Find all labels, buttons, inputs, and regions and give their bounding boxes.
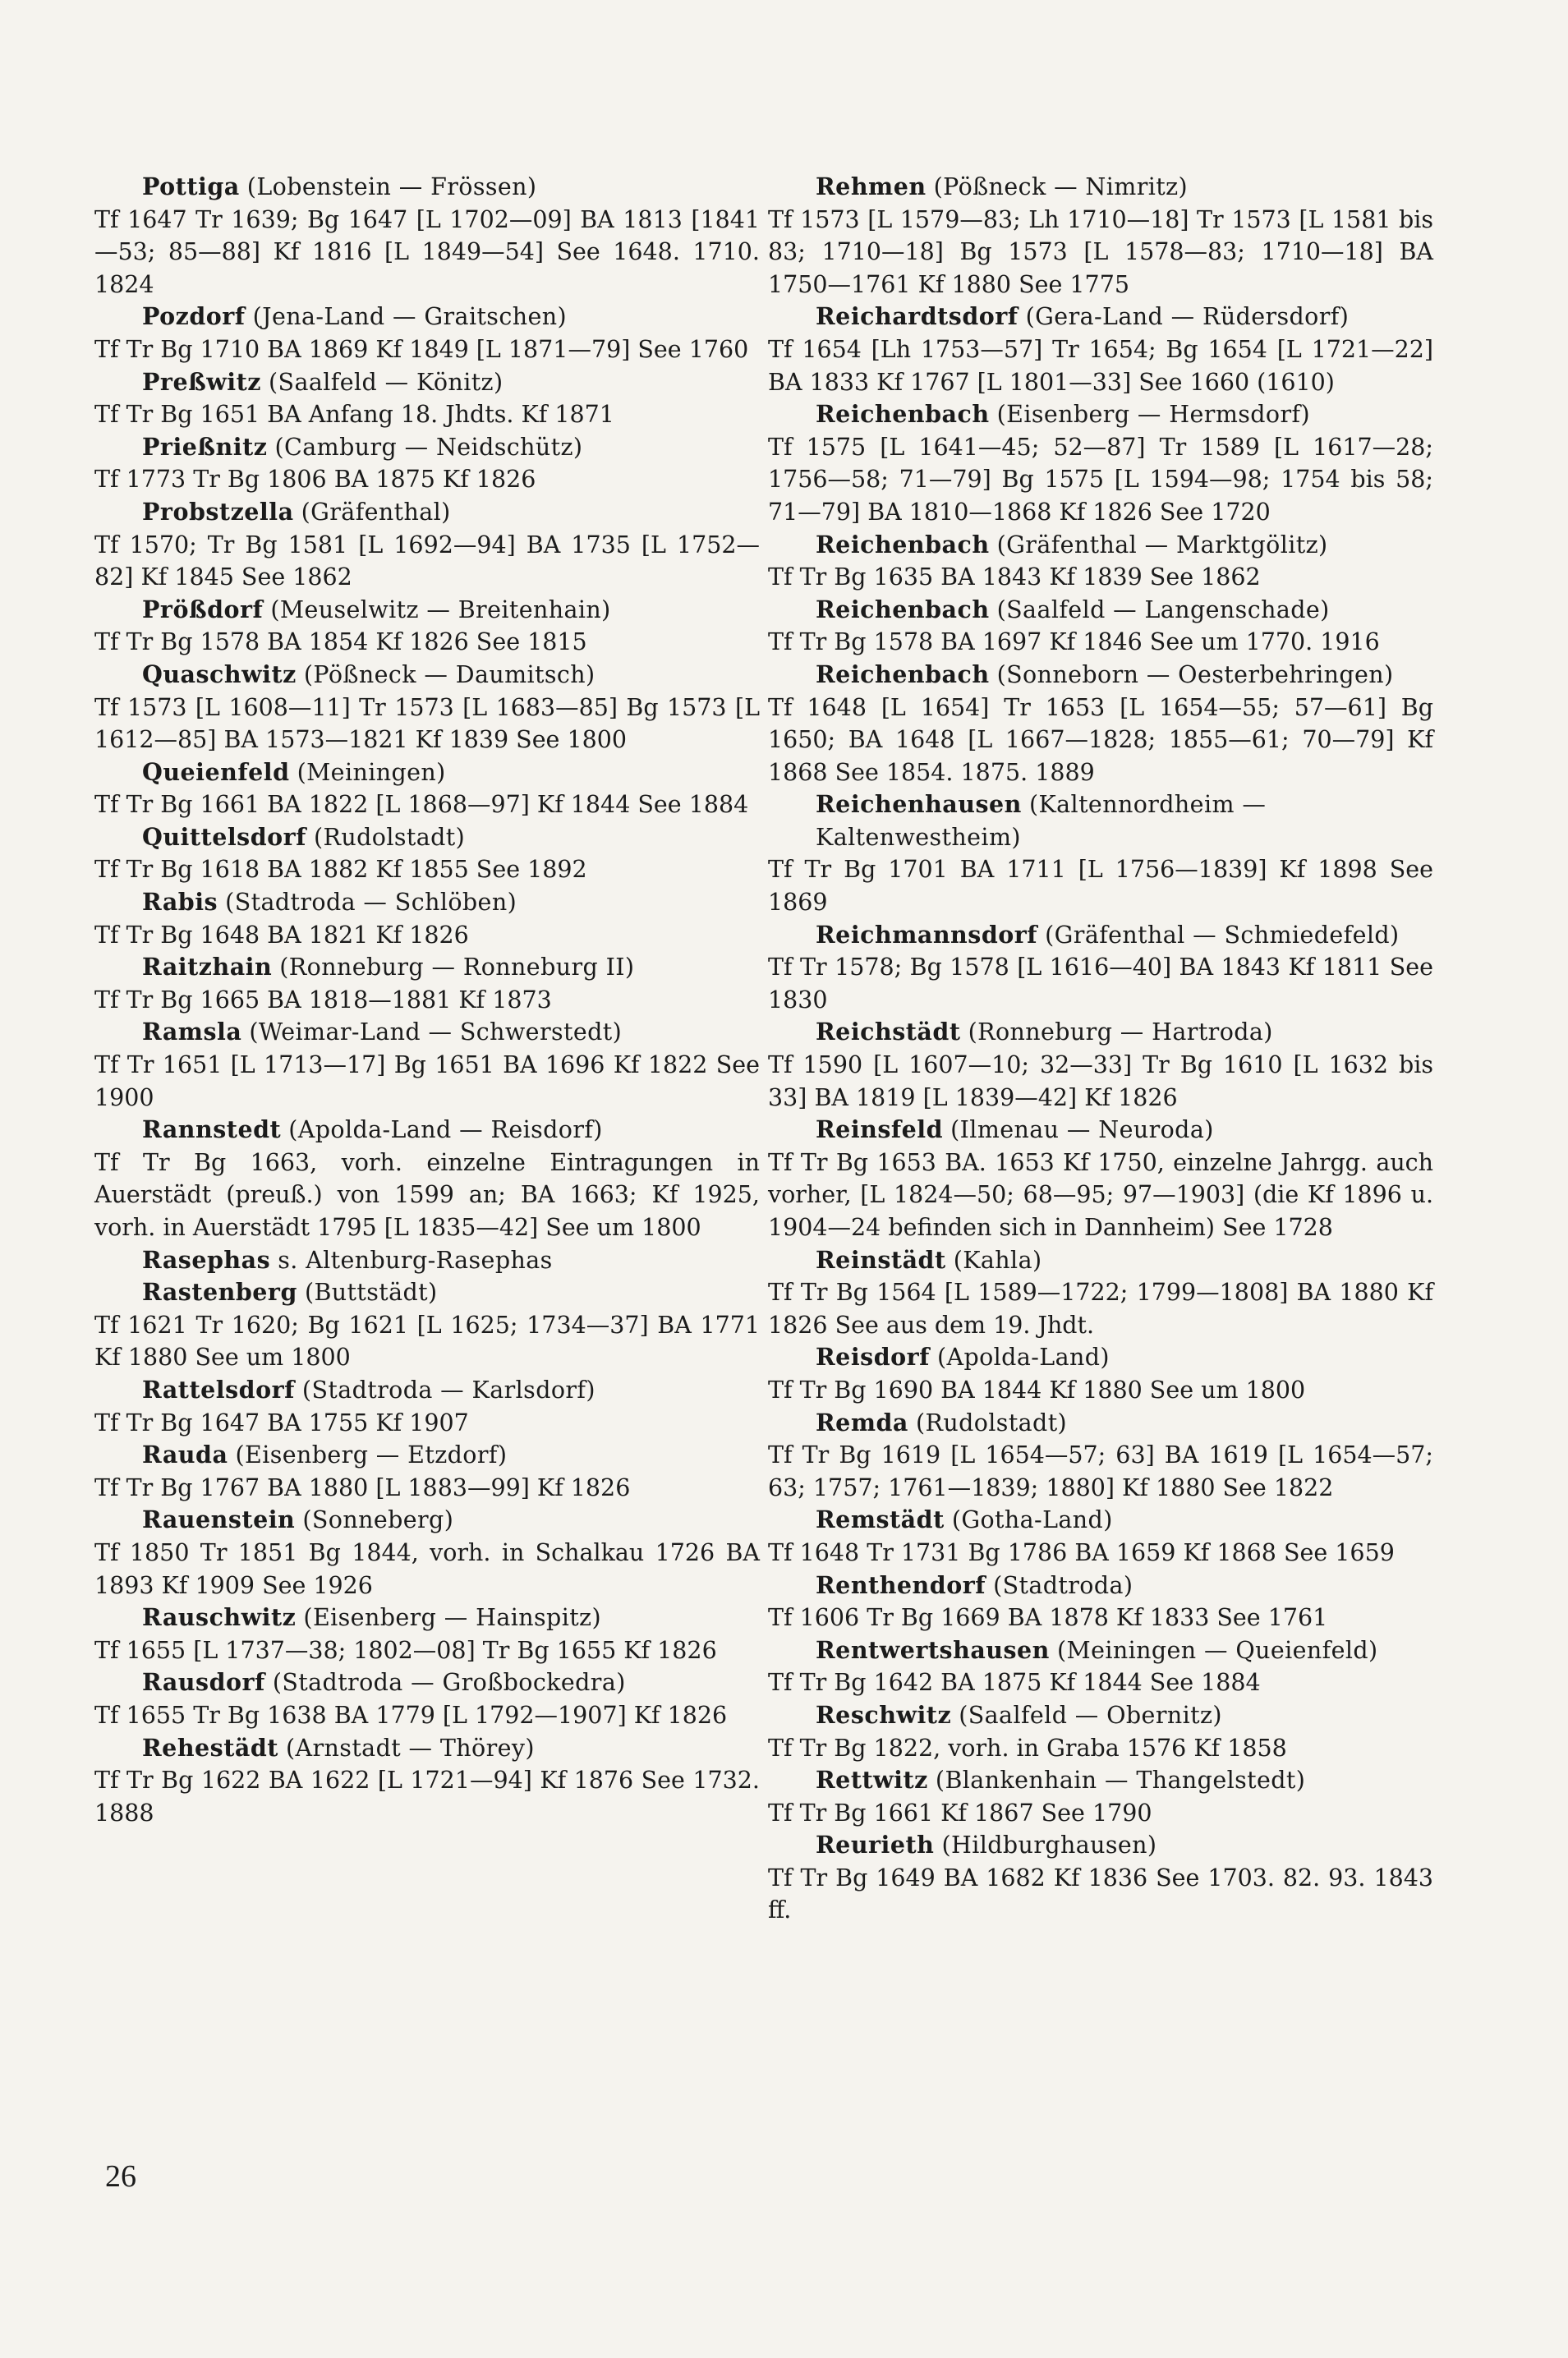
gazetteer-entry — [768, 594, 1433, 659]
register-details: Tf Tr Bg 1635 BA 1843 Kf 1839 See 1862 — [768, 563, 1261, 591]
place-name: Quaschwitz — [142, 660, 297, 688]
place-name: Reichenhausen — [816, 790, 1022, 819]
entry-heading — [94, 431, 760, 464]
district-parish: (Gräfenthal) — [301, 498, 451, 526]
district-parish: (Arnstadt — Thörey) — [286, 1734, 535, 1762]
register-details: Tf Tr Bg 1618 BA 1882 Kf 1855 See 1892 — [94, 856, 587, 884]
register-details: Tf Tr Bg 1649 BA 1682 Kf 1836 See 1703. 82. 93. 1843 ff. — [768, 1864, 1433, 1924]
register-details: Tf 1850 Tr 1851 Bg 1844, vorh. in Schalkau 1726 BA 1893 Kf 1909 See 1926 — [94, 1538, 760, 1599]
entry-heading — [768, 1764, 1433, 1797]
register-details: Tf Tr Bg 1564 [L 1589—1722; 1799—1808] BA 1880 Kf 1826 See aus dem 19. Jhdt. — [768, 1279, 1433, 1339]
place-name: Rasephas — [142, 1245, 271, 1274]
district-parish: (Stadtroda — Karlsdorf) — [301, 1376, 595, 1404]
entry-heading — [94, 821, 760, 854]
place-name: Rausdorf — [142, 1668, 265, 1697]
gazetteer-entry — [94, 1244, 760, 1277]
place-name: Prießnitz — [142, 432, 268, 461]
gazetteer-entry — [768, 1114, 1433, 1243]
gazetteer-entry — [768, 788, 1433, 918]
entry-heading — [768, 1829, 1433, 1862]
gazetteer-entry — [768, 1407, 1433, 1505]
gazetteer-entry — [768, 1570, 1433, 1634]
district-parish: (Gotha-Land) — [951, 1506, 1113, 1534]
district-parish: (Pößneck — Daumitsch) — [303, 660, 595, 688]
district-parish: (Jena-Land — Graitschen) — [252, 303, 567, 331]
place-name: Reisdorf — [816, 1343, 930, 1372]
district-parish: s. Altenburg-Rasephas — [278, 1246, 553, 1274]
district-parish: (Rudolstadt) — [313, 823, 466, 851]
district-parish: (Blankenhain — Thangelstedt) — [935, 1767, 1306, 1795]
district-parish: (Gera-Land — Rüdersdorf) — [1025, 303, 1350, 331]
gazetteer-entry — [94, 1439, 760, 1504]
gazetteer-entry — [94, 659, 760, 756]
district-parish: (Rudolstadt) — [915, 1409, 1068, 1436]
register-details: Tf 1648 [L 1654] Tr 1653 [L 1654—55; 57—61] Bg 1650; BA 1648 [L 1667—1828; 1855—61; 70—79] Kf 1868 See 1854. 1875. 1889 — [768, 693, 1433, 786]
place-name: Rabis — [142, 888, 218, 917]
entry-heading — [768, 919, 1433, 952]
register-details: Tf Tr Bg 1822, vorh. in Graba 1576 Kf 1858 — [768, 1734, 1287, 1762]
place-name: Remda — [816, 1408, 908, 1436]
entry-heading — [94, 301, 760, 333]
district-parish: (Eisenberg — Hermsdorf) — [996, 401, 1310, 429]
place-name: Reschwitz — [816, 1700, 952, 1729]
place-name: Rauda — [142, 1441, 228, 1469]
register-details: Tf 1590 [L 1607—10; 32—33] Tr Bg 1610 [L 1632 bis 33] BA 1819 [L 1839—42] Kf 1826 — [768, 1051, 1433, 1111]
entry-heading — [94, 886, 760, 919]
gazetteer-entry — [94, 366, 760, 431]
entry-heading — [94, 951, 760, 984]
district-parish: (Lobenstein — Frössen) — [246, 173, 537, 200]
district-parish: (Ronneburg — Hartroda) — [968, 1018, 1273, 1046]
entry-heading — [768, 1699, 1433, 1732]
place-name: Prößdorf — [142, 595, 264, 623]
gazetteer-entry — [94, 821, 760, 886]
district-parish: (Sonneborn — Oesterbehringen) — [996, 660, 1394, 688]
gazetteer-entry — [768, 1699, 1433, 1764]
gazetteer-entry — [94, 886, 760, 951]
entry-heading — [768, 1341, 1433, 1374]
entry-heading — [768, 788, 1433, 853]
district-parish: (Meiningen — Queienfeld) — [1056, 1636, 1378, 1664]
gazetteer-entry — [94, 431, 760, 496]
district-parish: (Meiningen) — [297, 758, 446, 786]
entry-heading — [94, 594, 760, 627]
district-parish: (Kahla) — [953, 1246, 1042, 1274]
place-name: Pozdorf — [142, 302, 246, 331]
district-parish: (Gräfenthal — Marktgölitz) — [996, 531, 1328, 558]
place-name: Rannstedt — [142, 1115, 282, 1144]
register-details: Tf 1573 [L 1608—11] Tr 1573 [L 1683—85] Bg 1573 [L 1612—85] BA 1573—1821 Kf 1839 See 1800 — [94, 693, 760, 754]
district-parish: (Pößneck — Nimritz) — [933, 173, 1189, 200]
register-details: Tf 1648 Tr 1731 Bg 1786 BA 1659 Kf 1868 See 1659 — [768, 1538, 1395, 1566]
place-name: Rattelsdorf — [142, 1375, 295, 1404]
district-parish: (Stadtroda — Schlöben) — [225, 889, 517, 917]
register-details: Tf Tr Bg 1690 BA 1844 Kf 1880 See um 1800 — [768, 1376, 1306, 1404]
entry-heading — [94, 1244, 760, 1277]
register-details: Tf Tr Bg 1665 BA 1818—1881 Kf 1873 — [94, 986, 552, 1014]
district-parish: (Saalfeld — Langenschade) — [996, 595, 1330, 623]
entry-heading — [94, 659, 760, 692]
gazetteer-entry — [768, 301, 1433, 398]
district-parish: (Stadtroda) — [993, 1571, 1133, 1599]
district-parish: (Sonneberg) — [302, 1506, 454, 1534]
place-name: Rauschwitz — [142, 1603, 297, 1632]
entry-heading — [768, 1244, 1433, 1277]
district-parish: (Saalfeld — Obernitz) — [959, 1701, 1222, 1729]
left-column — [94, 171, 760, 1829]
gazetteer-entry — [94, 1504, 760, 1602]
gazetteer-entry — [768, 1764, 1433, 1829]
place-name: Reichstädt — [816, 1018, 961, 1046]
district-parish: (Ilmenau — Neuroda) — [950, 1116, 1214, 1144]
register-details: Tf Tr Bg 1653 BA. 1653 Kf 1750, einzelne Jahrgg. auch vorher, [L 1824—50; 68—95; 97—1903] (die Kf 1896 u. 1904—24 befinden sich in Dannheim) See 1728 — [768, 1148, 1433, 1241]
place-name: Queienfeld — [142, 757, 290, 786]
place-name: Reurieth — [816, 1831, 935, 1859]
entry-heading — [768, 171, 1433, 204]
register-details: Tf 1655 [L 1737—38; 1802—08] Tr Bg 1655 Kf 1826 — [94, 1636, 717, 1664]
register-details: Tf Tr Bg 1661 BA 1822 [L 1868—97] Kf 1844 See 1884 — [94, 791, 749, 819]
register-details: Tf Tr Bg 1642 BA 1875 Kf 1844 See 1884 — [768, 1669, 1261, 1697]
district-parish: (Eisenberg — Hainspitz) — [303, 1604, 601, 1632]
entry-heading — [768, 1016, 1433, 1049]
gazetteer-entry — [94, 756, 760, 821]
district-parish: (Buttstädt) — [304, 1279, 438, 1307]
register-details: Tf Tr Bg 1647 BA 1755 Kf 1907 — [94, 1409, 469, 1436]
register-details: Tf Tr Bg 1701 BA 1711 [L 1756—1839] Kf 1898 See 1869 — [768, 856, 1433, 917]
entry-heading — [768, 1114, 1433, 1147]
gazetteer-entry — [94, 1114, 760, 1243]
place-name: Pottiga — [142, 172, 240, 200]
register-details: Tf Tr Bg 1661 Kf 1867 See 1790 — [768, 1799, 1152, 1827]
register-details: Tf Tr Bg 1767 BA 1880 [L 1883—99] Kf 1826 — [94, 1473, 631, 1501]
place-name: Rettwitz — [816, 1766, 928, 1795]
district-parish: (Kaltennordheim — Kaltenwestheim) — [816, 791, 1267, 851]
register-details: Tf 1647 Tr 1639; Bg 1647 [L 1702—09] BA 1813 [1841—53; 85—88] Kf 1816 [L 1849—54] See 1648. 1710. 1824 — [94, 205, 760, 298]
register-details: Tf 1654 [Lh 1753—57] Tr 1654; Bg 1654 [L 1721—22] BA 1833 Kf 1767 [L 1801—33] See 1660 (1610) — [768, 335, 1433, 396]
gazetteer-entry — [768, 1829, 1433, 1927]
place-name: Renthendorf — [816, 1570, 986, 1599]
register-details: Tf 1573 [L 1579—83; Lh 1710—18] Tr 1573 [L 1581 bis 83; 1710—18] Bg 1573 [L 1578—83; 1710—18] BA 1750—1761 Kf 1880 See 1775 — [768, 205, 1433, 298]
page-number: 26 — [105, 2159, 136, 2194]
entry-heading — [768, 1634, 1433, 1667]
gazetteer-entry — [768, 171, 1433, 301]
place-name: Reinstädt — [816, 1245, 946, 1274]
gazetteer-entry — [94, 951, 760, 1016]
gazetteer-entry — [768, 1341, 1433, 1406]
district-parish: (Saalfeld — Könitz) — [269, 368, 504, 396]
register-details: Tf Tr Bg 1648 BA 1821 Kf 1826 — [94, 921, 469, 949]
entry-heading — [768, 1504, 1433, 1537]
place-name: Quittelsdorf — [142, 822, 306, 851]
register-details: Tf 1575 [L 1641—45; 52—87] Tr 1589 [L 1617—28; 1756—58; 71—79] Bg 1575 [L 1594—98; 1754 bis 58; 71—79] BA 1810—1868 Kf 1826 See 1720 — [768, 433, 1433, 526]
place-name: Reichenbach — [816, 595, 990, 623]
register-details: Tf Tr Bg 1578 BA 1697 Kf 1846 See um 1770. 1916 — [768, 628, 1380, 656]
gazetteer-entry — [94, 1732, 760, 1830]
district-parish: (Stadtroda — Großbockedra) — [272, 1669, 626, 1697]
register-details: Tf Tr 1651 [L 1713—17] Bg 1651 BA 1696 Kf 1822 See 1900 — [94, 1051, 760, 1111]
entry-heading — [94, 1732, 760, 1765]
entry-heading — [768, 1570, 1433, 1602]
place-name: Reinsfeld — [816, 1115, 944, 1144]
gazetteer-entry — [768, 1504, 1433, 1569]
district-parish: (Ronneburg — Ronneburg II) — [279, 954, 635, 981]
place-name: Reichardtsdorf — [816, 302, 1019, 331]
entry-heading — [768, 594, 1433, 627]
register-details: Tf 1655 Tr Bg 1638 BA 1779 [L 1792—1907] Kf 1826 — [94, 1701, 728, 1729]
entry-heading — [94, 171, 760, 204]
gazetteer-entry — [94, 1016, 760, 1114]
entry-heading — [768, 529, 1433, 562]
place-name: Reichenbach — [816, 400, 990, 429]
register-details: Tf Tr Bg 1622 BA 1622 [L 1721—94] Kf 1876 See 1732. 1888 — [94, 1767, 760, 1827]
register-details: Tf Tr 1578; Bg 1578 [L 1616—40] BA 1843 Kf 1811 See 1830 — [768, 954, 1433, 1014]
place-name: Rastenberg — [142, 1278, 297, 1307]
gazetteer-entry — [94, 496, 760, 594]
entry-heading — [94, 1374, 760, 1407]
gazetteer-entry — [768, 398, 1433, 528]
register-details: Tf Tr Bg 1619 [L 1654—57; 63] BA 1619 [L 1654—57; 63; 1757; 1761—1839; 1880] Kf 1880 See 1822 — [768, 1441, 1433, 1501]
register-details: Tf 1570; Tr Bg 1581 [L 1692—94] BA 1735 [L 1752—82] Kf 1845 See 1862 — [94, 531, 760, 591]
place-name: Reichmannsdorf — [816, 920, 1038, 949]
district-parish: (Meuselwitz — Breitenhain) — [270, 595, 611, 623]
entry-heading — [94, 1504, 760, 1537]
entry-heading — [768, 1407, 1433, 1440]
register-details: Tf 1606 Tr Bg 1669 BA 1878 Kf 1833 See 1761 — [768, 1604, 1328, 1632]
gazetteer-entry — [94, 171, 760, 301]
district-parish: (Gräfenthal — Schmiedefeld) — [1045, 921, 1400, 949]
entry-heading — [768, 659, 1433, 692]
place-name: Reichenbach — [816, 530, 990, 558]
register-details: Tf 1773 Tr Bg 1806 BA 1875 Kf 1826 — [94, 466, 536, 494]
gazetteer-entry — [94, 594, 760, 659]
gazetteer-entry — [768, 1016, 1433, 1114]
entry-heading — [94, 1276, 760, 1309]
entry-heading — [94, 1114, 760, 1147]
register-details: Tf Tr Bg 1663, vorh. einzelne Eintragungen in Auerstädt (preuß.) von 1599 an; BA 1663; Kf 1925, vorh. in Auerstädt 1795 [L 1835—42] See um 1800 — [94, 1148, 760, 1241]
gazetteer-entry — [94, 1602, 760, 1666]
place-name: Rentwertshausen — [816, 1635, 1050, 1664]
place-name: Reichenbach — [816, 660, 990, 688]
place-name: Remstädt — [816, 1505, 945, 1534]
place-name: Rehestädt — [142, 1733, 278, 1762]
place-name: Rauenstein — [142, 1505, 296, 1534]
place-name: Ramsla — [142, 1018, 242, 1046]
gazetteer-entry — [768, 659, 1433, 788]
register-details: Tf Tr Bg 1710 BA 1869 Kf 1849 [L 1871—79] See 1760 — [94, 335, 749, 363]
entry-heading — [94, 1439, 760, 1472]
place-name: Preßwitz — [142, 367, 261, 396]
place-name: Probstzella — [142, 497, 294, 526]
entry-heading — [94, 366, 760, 399]
gazetteer-entry — [768, 1634, 1433, 1699]
right-column — [768, 171, 1433, 1927]
entry-heading — [768, 301, 1433, 333]
entry-heading — [94, 496, 760, 529]
gazetteer-entry — [94, 301, 760, 365]
place-name: Raitzhain — [142, 953, 273, 981]
entry-heading — [94, 1602, 760, 1634]
district-parish: (Apolda-Land) — [936, 1344, 1110, 1372]
gazetteer-entry — [768, 919, 1433, 1017]
register-details: Tf Tr Bg 1578 BA 1854 Kf 1826 See 1815 — [94, 628, 587, 656]
gazetteer-entry — [94, 1374, 760, 1439]
entry-heading — [94, 756, 760, 789]
district-parish: (Apolda-Land — Reisdorf) — [288, 1116, 603, 1144]
entry-heading — [94, 1666, 760, 1699]
district-parish: (Hildburghausen) — [941, 1832, 1157, 1859]
district-parish: (Camburg — Neidschütz) — [274, 433, 583, 461]
place-name: Rehmen — [816, 172, 927, 200]
register-details: Tf Tr Bg 1651 BA Anfang 18. Jhdts. Kf 1871 — [94, 401, 614, 429]
register-details: Tf 1621 Tr 1620; Bg 1621 [L 1625; 1734—37] BA 1771 Kf 1880 See um 1800 — [94, 1311, 760, 1372]
gazetteer-entry — [94, 1666, 760, 1731]
gazetteer-entry — [768, 1244, 1433, 1342]
gazetteer-entry — [768, 529, 1433, 594]
entry-heading — [94, 1016, 760, 1049]
district-parish: (Eisenberg — Etzdorf) — [235, 1441, 508, 1469]
district-parish: (Weimar-Land — Schwerstedt) — [249, 1018, 623, 1046]
gazetteer-entry — [94, 1276, 760, 1374]
entry-heading — [768, 398, 1433, 431]
